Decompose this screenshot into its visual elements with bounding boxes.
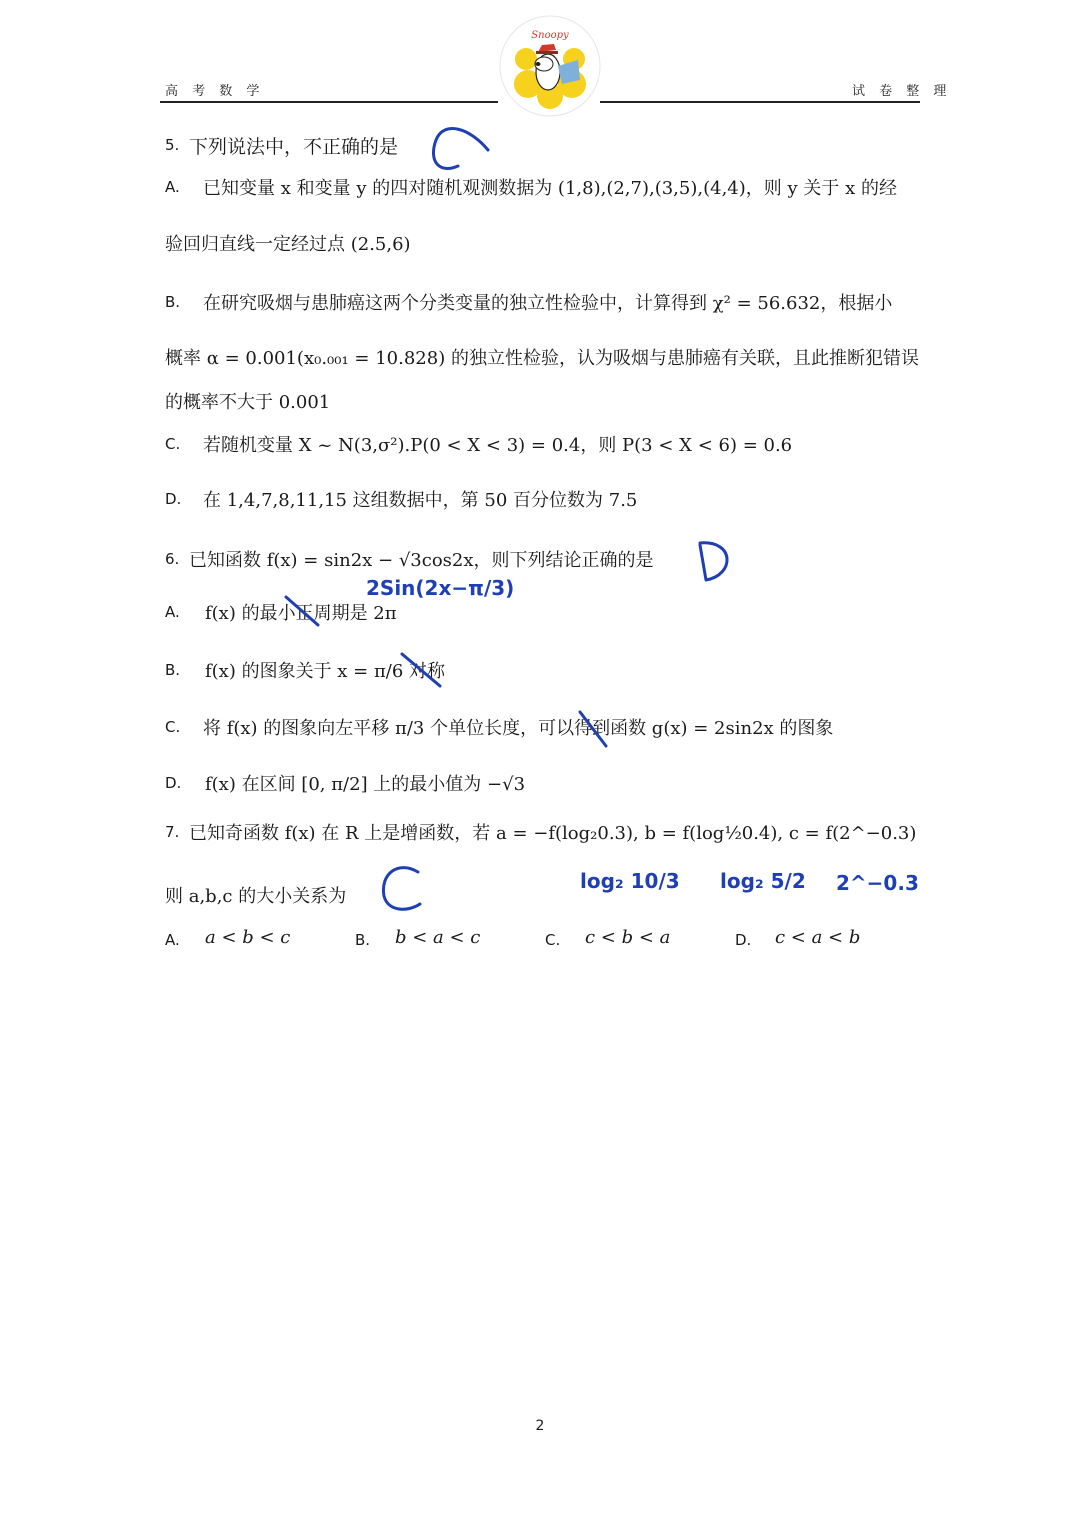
q7-note-power: 2^−0.3 [836, 871, 919, 895]
header-subject: 高 考 数 学 [165, 84, 265, 99]
q6-option-d-text: f(x) 在区间 [0, π/2] 上的最小值为 −√3 [205, 774, 526, 795]
q6-option-b-text: f(x) 的图象关于 x = π/6 对称 [205, 661, 446, 682]
header-rule-right [600, 101, 920, 103]
q7-note-log-ten-thirds: log₂ 10/3 [580, 869, 680, 893]
q5-answer-mark [433, 129, 488, 169]
q6-working-note: 2Sin(2x−π/3) [366, 576, 515, 600]
q5-option-c-text: 若随机变量 X ~ N(3,σ²).P(0 < X < 3) = 0.4，则 P(3 < X < 6) = 0.6 [203, 435, 793, 456]
q5-option-d-text: 在 1,4,7,8,11,15 这组数据中，第 50 百分位数为 7.5 [203, 490, 638, 511]
page-number: 2 [535, 1418, 545, 1434]
q7-note-log-five-halves: log₂ 5/2 [720, 869, 806, 893]
q7-option-b-text: b < a < c [395, 927, 481, 948]
q5-option-b-line2: 概率 α = 0.001(x₀.₀₀₁ = 10.828) 的独立性检验，认为吸烟与患肺癌有关联，且此推断犯错误 [165, 348, 919, 369]
q5-option-c-label: C. [165, 435, 181, 453]
header-rule-left [160, 101, 498, 103]
q6-number: 6. [165, 550, 180, 568]
q7-option-c-text: c < b < a [585, 927, 671, 948]
q6-option-c-label: C. [165, 718, 181, 736]
q5-option-d-label: D. [165, 490, 182, 508]
snoopy-logo [498, 14, 602, 118]
q6-option-a-label: A. [165, 603, 180, 621]
q5-option-a-line1: 已知变量 x 和变量 y 的四对随机观测数据为 (1,8),(2,7),(3,5),(4,4)，则 y 关于 x 的经 [203, 178, 897, 199]
logo-text: Snoopy [531, 30, 569, 41]
header-title: 试 卷 整 理 [852, 84, 952, 99]
q5-number: 5. [165, 136, 180, 154]
q7-option-d-label: D. [735, 931, 752, 949]
q7-option-c-label: C. [545, 931, 561, 949]
q6-option-b-label: B. [165, 661, 181, 679]
q7-answer-mark [383, 868, 420, 910]
q7-option-a-text: a < b < c [205, 927, 291, 948]
q5-option-a-label: A. [165, 178, 180, 196]
q7-option-a-label: A. [165, 931, 180, 949]
q5-option-b-label: B. [165, 293, 181, 311]
q7-number: 7. [165, 823, 180, 841]
q6-stem: 已知函数 f(x) = sin2x − √3cos2x，则下列结论正确的是 [189, 550, 654, 571]
q6-option-a-text: f(x) 的最小正周期是 2π [205, 603, 397, 624]
q6-option-d-label: D. [165, 774, 182, 792]
q5-option-a-line2: 验回归直线一定经过点 (2.5,6) [165, 234, 411, 255]
q5-option-b-line1: 在研究吸烟与患肺癌这两个分类变量的独立性检验中，计算得到 χ² = 56.632，根据小 [203, 293, 893, 314]
q5-option-b-line3: 的概率不大于 0.001 [165, 392, 331, 413]
q6-option-c-text: 将 f(x) 的图象向左平移 π/3 个单位长度，可以得到函数 g(x) = 2sin2x 的图象 [203, 718, 834, 739]
q6-answer-mark [700, 543, 727, 580]
q7-option-d-text: c < a < b [775, 927, 861, 948]
q7-stem-line1: 已知奇函数 f(x) 在 R 上是增函数，若 a = −f(log₂0.3), b = f(log½0.4), c = f(2^−0.3) [189, 823, 917, 844]
q5-stem: 下列说法中，不正确的是 [189, 136, 399, 158]
q7-option-b-label: B. [355, 931, 371, 949]
q7-stem-line2: 则 a,b,c 的大小关系为 [165, 886, 347, 907]
